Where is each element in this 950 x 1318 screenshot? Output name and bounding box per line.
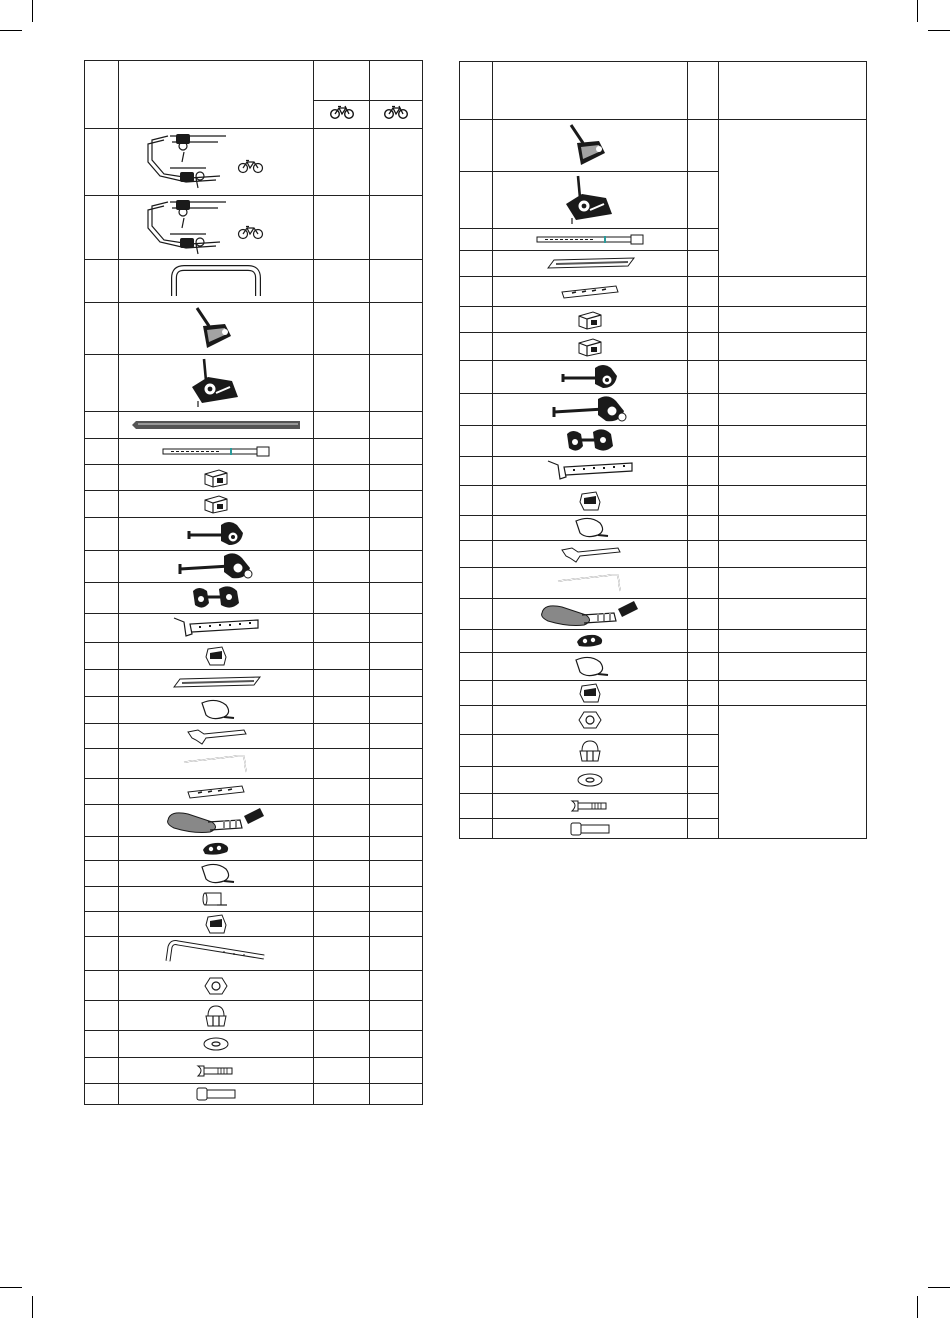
parts-list-row — [460, 599, 867, 630]
square-block-icon — [119, 491, 314, 518]
parts-list-row — [460, 307, 867, 333]
part-number-cell — [460, 735, 493, 767]
quantity-cell — [370, 491, 423, 518]
part-number-cell — [85, 518, 119, 551]
strap-buckle-icon — [493, 630, 688, 653]
small-clamp-icon — [119, 912, 314, 937]
quantity-cell — [370, 439, 423, 465]
quantity-cell — [688, 229, 719, 251]
quantity-cell — [688, 819, 719, 839]
quantity-cell — [370, 1001, 423, 1031]
part-number-cell — [85, 837, 119, 861]
parts-list-row — [460, 653, 867, 681]
part-number-cell — [460, 251, 493, 277]
part-number-cell — [85, 439, 119, 465]
part-number-cell — [460, 681, 493, 706]
crop-mark — [32, 0, 33, 22]
part-number-cell — [85, 643, 119, 670]
parts-list-row — [85, 518, 423, 551]
long-frame-holder-arm-icon — [119, 551, 314, 583]
quantity-cell — [370, 465, 423, 491]
bike-carrier-frame-assembly-with-bicycle-icon — [119, 196, 314, 260]
quantity-cell — [688, 794, 719, 819]
note-cell — [719, 568, 867, 599]
crop-mark — [32, 1296, 33, 1318]
part-number-cell — [85, 260, 119, 303]
small-clamp-icon — [493, 486, 688, 516]
quantity-cell — [370, 912, 423, 937]
note-cell — [719, 394, 867, 426]
quantity-cell — [688, 426, 719, 457]
part-number-cell — [460, 277, 493, 307]
quantity-cell — [314, 887, 370, 912]
strap-loop-icon — [119, 861, 314, 887]
quantity-cell — [688, 630, 719, 653]
quantity-cell — [314, 697, 370, 724]
bicycle-icon — [314, 101, 370, 129]
quantity-cell — [370, 971, 423, 1001]
flat-rail-icon — [493, 251, 688, 277]
parts-list-row — [85, 1084, 423, 1105]
quantity-cell — [314, 518, 370, 551]
header-row — [85, 61, 423, 101]
note-cell — [719, 516, 867, 541]
quantity-cell — [314, 355, 370, 412]
parts-list-row — [460, 541, 867, 568]
square-block-icon — [493, 307, 688, 333]
crop-mark — [917, 0, 918, 22]
parts-list-row — [85, 439, 423, 465]
hex-nut-icon — [493, 706, 688, 735]
quantity-cell — [314, 912, 370, 937]
quantity-cell — [314, 1001, 370, 1031]
parts-list-row — [460, 120, 867, 172]
wheel-rail-icon — [119, 412, 314, 439]
part-number-cell — [85, 583, 119, 614]
socket-bolt-icon — [493, 819, 688, 839]
parts-list-row — [460, 568, 867, 599]
note-cell — [719, 681, 867, 706]
part-number-cell — [460, 361, 493, 394]
part-number-cell — [460, 767, 493, 794]
parts-list-table-left — [84, 60, 423, 1105]
socket-bolt-icon — [119, 1084, 314, 1105]
quantity-cell — [370, 355, 423, 412]
part-number-cell — [85, 491, 119, 518]
parts-list-row — [460, 361, 867, 394]
parts-list-row — [85, 779, 423, 805]
parts-list-row — [85, 837, 423, 861]
parts-list-row — [85, 412, 423, 439]
part-number-cell — [460, 794, 493, 819]
quantity-cell — [314, 491, 370, 518]
quantity-cell — [314, 551, 370, 583]
quantity-cell — [314, 937, 370, 971]
parts-list-row — [85, 491, 423, 518]
quantity-cell — [314, 749, 370, 779]
quantity-cell — [314, 439, 370, 465]
parts-list-row — [85, 355, 423, 412]
quantity-cell — [688, 307, 719, 333]
small-clamp-icon — [493, 681, 688, 706]
parts-list-row — [85, 1058, 423, 1084]
part-number-cell — [460, 394, 493, 426]
part-number-cell — [460, 568, 493, 599]
quantity-cell — [370, 260, 423, 303]
quantity-cell — [370, 583, 423, 614]
part-number-cell — [85, 749, 119, 779]
part-number-cell — [460, 541, 493, 568]
u-shaped-bar-icon — [119, 260, 314, 303]
quantity-cell — [370, 614, 423, 643]
strap-loop-icon — [493, 653, 688, 681]
parts-list-row — [460, 333, 867, 361]
parts-list-row — [85, 971, 423, 1001]
carriage-bolt-icon — [493, 794, 688, 819]
parts-list-row — [460, 516, 867, 541]
square-block-icon — [119, 465, 314, 491]
part-number-cell — [460, 426, 493, 457]
quantity-cell — [370, 551, 423, 583]
parts-list-row — [85, 749, 423, 779]
quantity-cell — [688, 599, 719, 630]
square-block-icon — [493, 333, 688, 361]
part-number-cell — [460, 307, 493, 333]
parts-list-row — [460, 630, 867, 653]
parts-list-row — [85, 724, 423, 749]
quantity-cell — [314, 1084, 370, 1105]
part-number-cell — [85, 779, 119, 805]
quantity-cell — [688, 516, 719, 541]
part-number-cell — [460, 706, 493, 735]
quantity-cell — [314, 583, 370, 614]
quantity-cell — [370, 303, 423, 355]
quantity-cell — [688, 457, 719, 486]
crop-mark — [917, 1296, 918, 1318]
quantity-cell — [314, 805, 370, 837]
part-number-cell — [85, 1001, 119, 1031]
quantity-cell — [688, 333, 719, 361]
quantity-cell — [688, 251, 719, 277]
parts-list-row — [85, 614, 423, 643]
part-number-cell — [85, 670, 119, 697]
note-cell — [719, 599, 867, 630]
quantity-cell — [314, 837, 370, 861]
quantity-cell — [314, 129, 370, 196]
bent-tube-icon — [119, 937, 314, 971]
part-number-cell — [460, 516, 493, 541]
part-number-cell — [85, 805, 119, 837]
quantity-cell — [688, 361, 719, 394]
tilt-lever-clamp-assembly-icon — [119, 355, 314, 412]
quantity-cell — [370, 887, 423, 912]
part-number-cell — [460, 486, 493, 516]
quantity-cell — [314, 196, 370, 260]
strap-loop-icon — [493, 516, 688, 541]
quantity-cell — [370, 837, 423, 861]
quantity-cell — [314, 643, 370, 670]
part-number-cell — [460, 653, 493, 681]
quantity-cell — [370, 937, 423, 971]
double-clamp-icon — [493, 426, 688, 457]
wheel-strap-icon — [493, 599, 688, 630]
part-number-cell — [460, 333, 493, 361]
slotted-plate-icon — [119, 779, 314, 805]
header-description-cell — [493, 62, 688, 120]
quantity-cell — [314, 303, 370, 355]
part-number-cell — [85, 129, 119, 196]
parts-list-table-right — [459, 61, 867, 839]
crop-mark — [0, 30, 22, 31]
note-cell — [719, 426, 867, 457]
quantity-cell — [314, 670, 370, 697]
quantity-cell — [370, 724, 423, 749]
frame-holder-arm-icon — [493, 361, 688, 394]
quantity-cell — [370, 1084, 423, 1105]
parts-list-row — [85, 887, 423, 912]
note-cell — [719, 706, 867, 839]
part-number-cell — [85, 355, 119, 412]
washer-icon — [493, 767, 688, 794]
part-number-cell — [460, 599, 493, 630]
parts-list-row — [85, 1031, 423, 1058]
slotted-tube-icon — [493, 229, 688, 251]
quantity-cell — [370, 779, 423, 805]
quantity-cell — [688, 706, 719, 735]
quantity-cell — [370, 670, 423, 697]
quantity-cell — [370, 1031, 423, 1058]
quantity-cell — [370, 643, 423, 670]
quantity-cell — [688, 277, 719, 307]
small-clamp-icon — [119, 643, 314, 670]
parts-list-row — [85, 1001, 423, 1031]
quantity-cell — [314, 260, 370, 303]
parts-list-row — [460, 426, 867, 457]
parts-list-row — [85, 260, 423, 303]
parts-list-row — [85, 129, 423, 196]
flat-rail-icon — [119, 670, 314, 697]
frame-holder-arm-icon — [119, 518, 314, 551]
parts-list-row — [460, 706, 867, 735]
wheel-strap-icon — [119, 805, 314, 837]
quantity-cell — [688, 120, 719, 172]
allen-key-icon — [493, 568, 688, 599]
parts-list-row — [460, 394, 867, 426]
header-description-cell — [119, 61, 314, 129]
strap-loop-icon — [119, 697, 314, 724]
parts-list-row — [85, 937, 423, 971]
part-number-cell — [85, 724, 119, 749]
parts-list-row — [460, 457, 867, 486]
quantity-cell — [370, 805, 423, 837]
slotted-tube-icon — [119, 439, 314, 465]
bike-carrier-frame-assembly-with-bicycle-icon — [119, 129, 314, 196]
bicycle-icon — [370, 101, 423, 129]
part-number-cell — [85, 196, 119, 260]
quantity-cell — [370, 518, 423, 551]
quantity-cell — [314, 724, 370, 749]
part-number-cell — [460, 172, 493, 229]
part-number-cell — [85, 1031, 119, 1058]
quantity-cell — [314, 971, 370, 1001]
crop-mark — [928, 1287, 950, 1288]
cap-nut-icon — [119, 1001, 314, 1031]
part-number-cell — [460, 819, 493, 839]
quantity-cell — [314, 412, 370, 439]
part-number-cell — [460, 457, 493, 486]
parts-list-row — [85, 670, 423, 697]
slotted-plate-icon — [493, 277, 688, 307]
quantity-cell — [314, 779, 370, 805]
long-frame-holder-arm-icon — [493, 394, 688, 426]
header-quantity-cell — [688, 62, 719, 120]
tilt-lever-clamp-assembly-icon — [493, 172, 688, 229]
note-cell — [719, 333, 867, 361]
part-number-cell — [460, 630, 493, 653]
parts-list-row — [85, 861, 423, 887]
spanner-key-icon — [493, 541, 688, 568]
quantity-cell — [688, 681, 719, 706]
note-cell — [719, 361, 867, 394]
note-cell — [719, 120, 867, 277]
quantity-cell — [314, 861, 370, 887]
quantity-cell — [370, 861, 423, 887]
quantity-cell — [314, 1058, 370, 1084]
end-cap-icon — [119, 887, 314, 912]
quantity-cell — [688, 568, 719, 599]
parts-list-row — [85, 697, 423, 724]
quantity-cell — [688, 735, 719, 767]
part-number-cell — [85, 1058, 119, 1084]
notched-hook-arm-icon — [493, 457, 688, 486]
quantity-cell — [688, 172, 719, 229]
quantity-cell — [370, 1058, 423, 1084]
part-number-cell — [460, 229, 493, 251]
quantity-cell — [314, 465, 370, 491]
part-number-cell — [85, 697, 119, 724]
parts-list-row — [85, 551, 423, 583]
crop-mark — [928, 30, 950, 31]
parts-list-row — [85, 465, 423, 491]
part-number-cell — [85, 861, 119, 887]
parts-list-row — [460, 486, 867, 516]
header-row — [460, 62, 867, 120]
header-quantity-cell — [314, 61, 370, 101]
quantity-cell — [314, 614, 370, 643]
carriage-bolt-icon — [119, 1058, 314, 1084]
part-number-cell — [85, 412, 119, 439]
double-clamp-icon — [119, 583, 314, 614]
quantity-cell — [370, 749, 423, 779]
quantity-cell — [370, 412, 423, 439]
part-number-cell — [85, 887, 119, 912]
header-number-cell — [85, 61, 119, 129]
header-number-cell — [460, 62, 493, 120]
part-number-cell — [85, 937, 119, 971]
spanner-key-icon — [119, 724, 314, 749]
quantity-cell — [688, 653, 719, 681]
tilt-lever-bracket-icon — [493, 120, 688, 172]
part-number-cell — [85, 614, 119, 643]
header-note-cell — [719, 62, 867, 120]
part-number-cell — [85, 551, 119, 583]
strap-buckle-icon — [119, 837, 314, 861]
parts-list-row — [460, 681, 867, 706]
parts-list-row — [85, 912, 423, 937]
header-quantity-cell — [370, 61, 423, 101]
crop-mark — [0, 1287, 22, 1288]
parts-list-row — [85, 303, 423, 355]
quantity-cell — [688, 394, 719, 426]
parts-list-row — [85, 643, 423, 670]
notched-hook-arm-icon — [119, 614, 314, 643]
quantity-cell — [688, 486, 719, 516]
note-cell — [719, 630, 867, 653]
tilt-lever-bracket-icon — [119, 303, 314, 355]
note-cell — [719, 653, 867, 681]
quantity-cell — [370, 129, 423, 196]
parts-list-row — [460, 277, 867, 307]
part-number-cell — [460, 120, 493, 172]
note-cell — [719, 541, 867, 568]
note-cell — [719, 307, 867, 333]
parts-list-row — [85, 805, 423, 837]
washer-icon — [119, 1031, 314, 1058]
part-number-cell — [85, 1084, 119, 1105]
quantity-cell — [688, 767, 719, 794]
quantity-cell — [370, 196, 423, 260]
parts-list-row — [85, 196, 423, 260]
parts-list-row — [85, 583, 423, 614]
note-cell — [719, 486, 867, 516]
part-number-cell — [85, 971, 119, 1001]
part-number-cell — [85, 912, 119, 937]
quantity-cell — [370, 697, 423, 724]
allen-key-icon — [119, 749, 314, 779]
quantity-cell — [688, 541, 719, 568]
cap-nut-icon — [493, 735, 688, 767]
quantity-cell — [314, 1031, 370, 1058]
part-number-cell — [85, 465, 119, 491]
note-cell — [719, 457, 867, 486]
part-number-cell — [85, 303, 119, 355]
hex-nut-icon — [119, 971, 314, 1001]
